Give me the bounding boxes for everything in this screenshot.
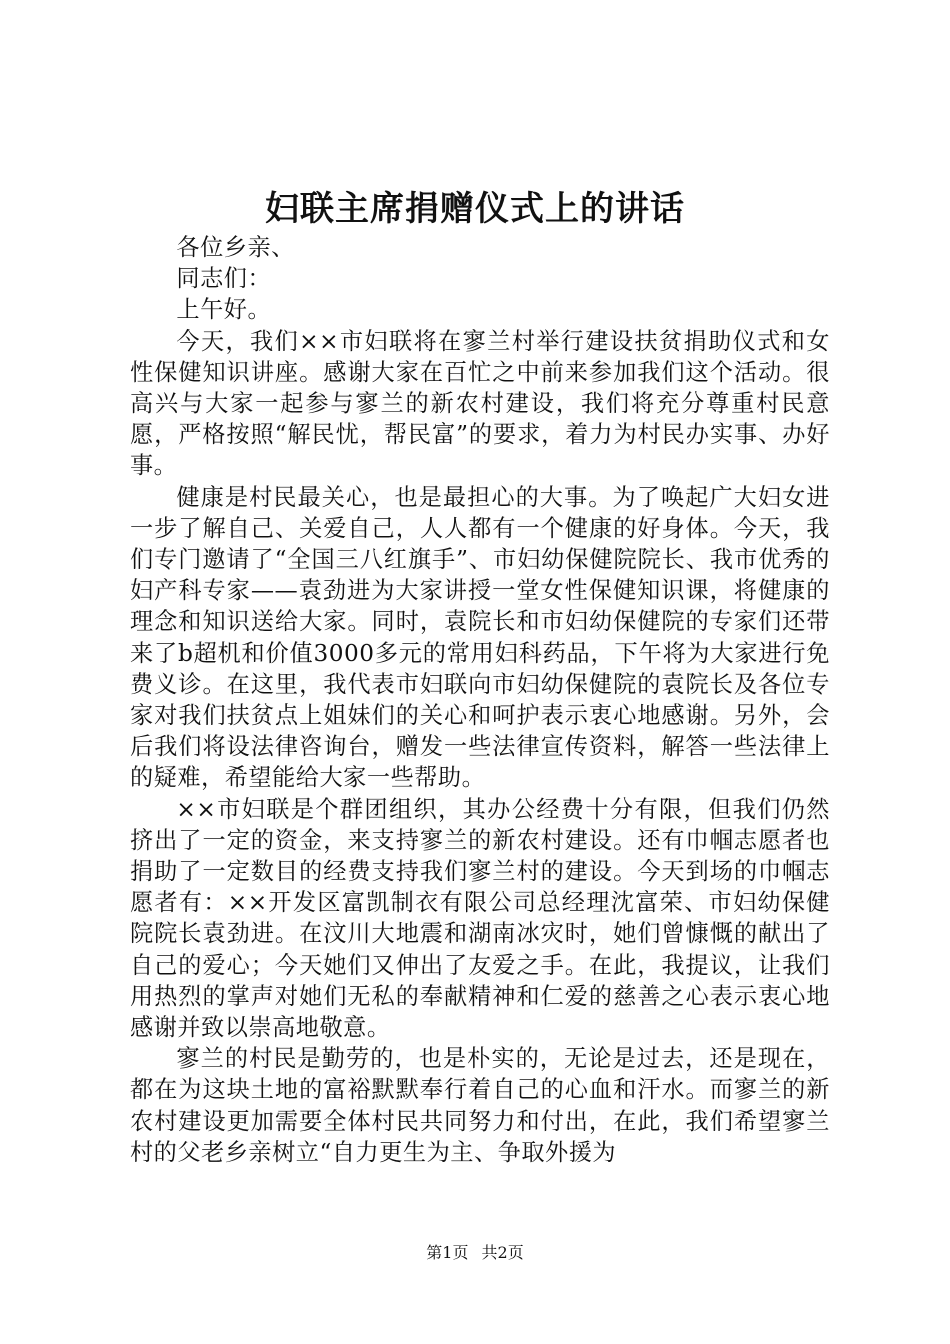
page-footer [0,1242,950,1264]
body-paragraph: 健康是村民最关心，也是最担心的大事。为了唤起广大妇女进一步了解自己、关爱自己，人人都有一个健康的好身体。今天，我们专门邀请了“全国三八红旗手”、市妇幼保健院院长、我市优秀的妇产科专家——袁劲进为大家讲授一堂女性保健知识课，将健康的理念和知识送给大家。同时，袁院长和市妇幼保健院的专家们还带来了b超机和价值3000多元的常用妇科药品，下午将为大家进行免费义诊。在这里，我代表市妇联向市妇幼保健院的袁院长及各位专家对我们扶贫点上姐妹们的关心和呵护表示衷心地感谢。另外，会后我们将设法律咨询台，赠发一些法律宣传资料，解答一些法律上的疑难，希望能给大家一些帮助。 [130,483,830,792]
page-title: 妇联主席捐赠仪式上的讲话 [265,189,685,229]
page-number: 第1页 [426,1243,469,1262]
page-total: 共2页 [481,1243,524,1262]
greeting-line: 同志们： [176,265,272,293]
body-paragraph: 今天，我们××市妇联将在寥兰村举行建设扶贫捐助仪式和女性保健知识讲座。感谢大家在百忙之中前来参加我们这个活动。很高兴与大家一起参与寥兰的新农村建设，我们将充分尊重村民意愿，严格按照“解民忧，帮民富”的要求，着力为村民办实事、办好事。 [130,327,830,480]
document-body [130,232,830,1168]
greeting-line: 各位乡亲、 [176,234,295,261]
body-paragraph: ××市妇联是个群团组织，其办公经费十分有限，但我们仍然挤出了一定的资金，来支持寥兰的新农村建设。还有巾帼志愿者也捐助了一定数目的经费支持我们寥兰村的建设。今天到场的巾帼志愿者有：××开发区富凯制衣有限公司总经理沈富荣、市妇幼保健院院长袁劲进。在汶川大地震和湖南冰灾时，她们曾慷慨的献出了自己的爱心；今天她们又伸出了友爱之手。在此，我提议，让我们用热烈的掌声对她们无私的奉献精神和仁爱的慈善之心表示衷心地感谢并致以崇高地敬意。 [130,795,830,1042]
greeting-line: 上午好。 [176,296,272,324]
body-paragraph: 寥兰的村民是勤劳的，也是朴实的，无论是过去，还是现在，都在为这块土地的富裕默默奉行着自己的心血和汗水。而寥兰的新农村建设更加需要全体村民共同努力和付出，在此，我们希望寥兰村的父老乡亲树立“自力更生为主、争取外援为 [130,1045,830,1166]
